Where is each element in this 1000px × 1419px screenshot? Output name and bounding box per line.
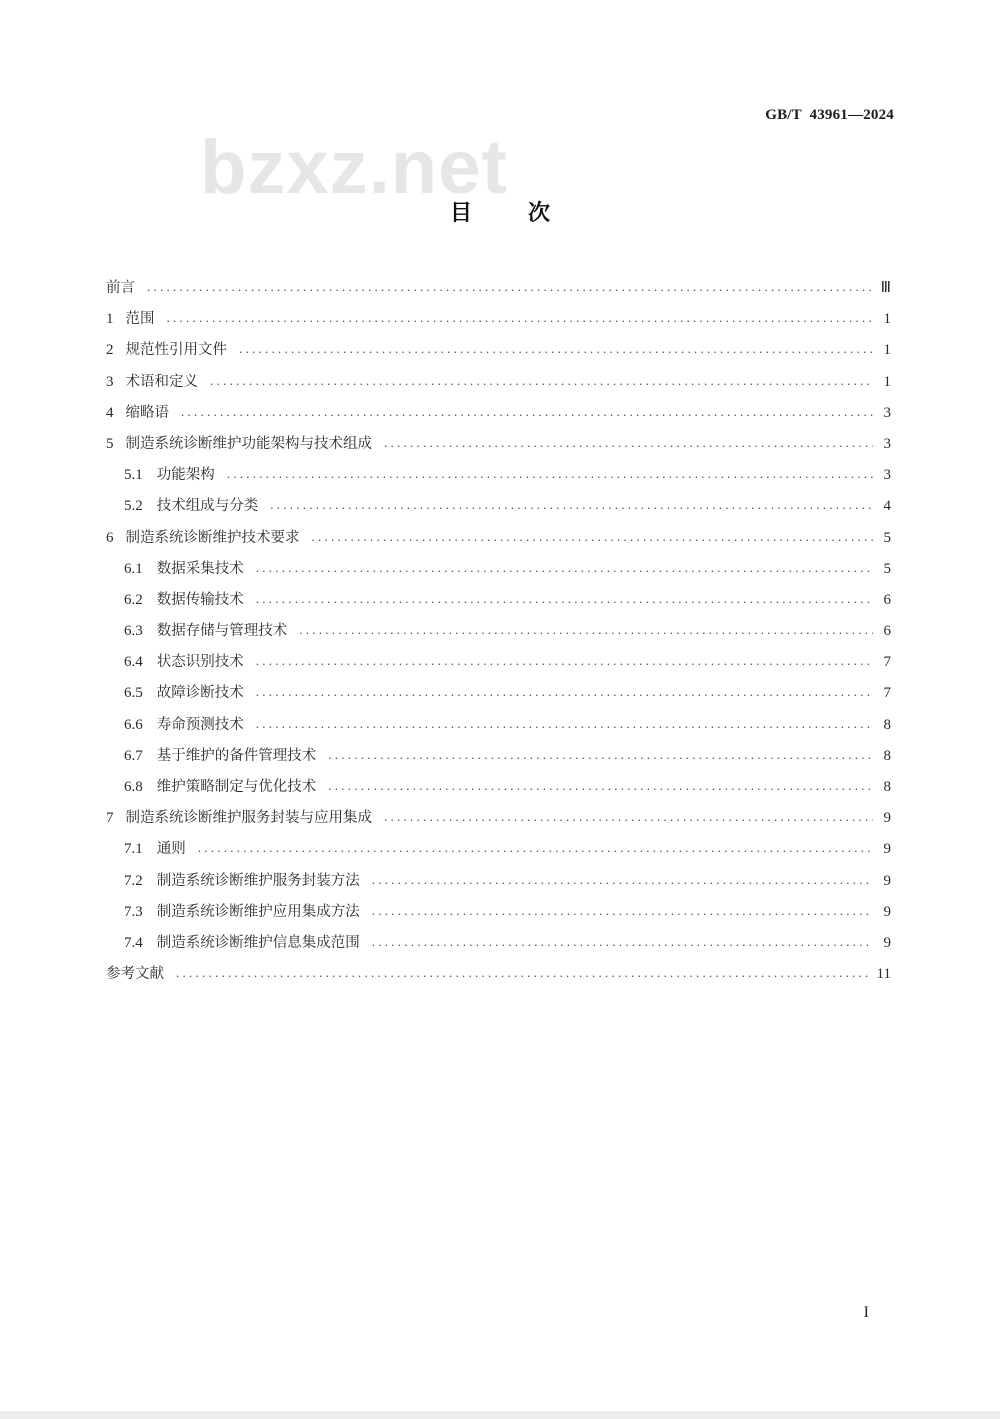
toc-entry-label bbox=[106, 557, 256, 578]
toc-entry[interactable] bbox=[106, 370, 891, 401]
toc-entry-title: 制造系统诊断维护应用集成方法 bbox=[156, 903, 360, 920]
toc-entry-title: 术语和定义 bbox=[125, 373, 198, 390]
toc-entry-label bbox=[106, 370, 210, 391]
toc-title: 目次 bbox=[449, 201, 606, 226]
toc-entry-title: 寿命预测技术 bbox=[156, 716, 244, 733]
toc-entry[interactable] bbox=[106, 338, 891, 369]
toc-leader-dots bbox=[372, 903, 873, 919]
toc-entry[interactable] bbox=[106, 962, 891, 993]
toc-entry-title: 故障诊断技术 bbox=[156, 685, 244, 702]
toc-leader-dots bbox=[299, 622, 873, 638]
toc-entry-label bbox=[106, 931, 372, 952]
toc-entry-number: 4 bbox=[106, 404, 114, 421]
toc-entry-number: 6.3 bbox=[124, 623, 143, 640]
toc-entry[interactable] bbox=[106, 401, 891, 432]
toc-entry[interactable] bbox=[106, 307, 891, 338]
toc-entry-page: 9 bbox=[883, 841, 891, 858]
toc-entry-title: 数据传输技术 bbox=[156, 591, 244, 608]
toc-entry-label bbox=[106, 432, 384, 453]
toc-entry-title: 制造系统诊断维护功能架构与技术组成 bbox=[125, 435, 372, 452]
toc-entry-page: 6 bbox=[883, 591, 891, 608]
toc-leader-dots bbox=[167, 310, 874, 326]
toc-entry-page: 5 bbox=[883, 560, 891, 577]
toc-entry-title: 技术组成与分类 bbox=[156, 498, 259, 515]
toc-leader-dots bbox=[198, 840, 873, 856]
toc-entry-label bbox=[106, 526, 312, 547]
toc-entry[interactable] bbox=[106, 463, 891, 494]
toc-entry-title: 制造系统诊断维护服务封装方法 bbox=[156, 872, 360, 889]
toc-leader-dots bbox=[256, 684, 873, 700]
toc-entry-title: 功能架构 bbox=[156, 467, 215, 484]
toc-entry-number: 5 bbox=[106, 435, 114, 452]
toc-entry[interactable] bbox=[106, 494, 891, 525]
toc-entry-page: 1 bbox=[883, 311, 891, 328]
toc-entry[interactable] bbox=[106, 619, 891, 650]
toc-entry-title: 状态识别技术 bbox=[156, 654, 244, 671]
page-number: I bbox=[863, 1304, 869, 1321]
toc-entry-title: 规范性引用文件 bbox=[125, 342, 227, 359]
toc-entry-page: 8 bbox=[883, 716, 891, 733]
toc-entry-page: 3 bbox=[883, 435, 891, 452]
toc-entry-page: 7 bbox=[883, 654, 891, 671]
document-code: GB/T 43961—2024 bbox=[765, 107, 894, 123]
toc-entry-label bbox=[106, 619, 299, 640]
toc-entry-title: 制造系统诊断维护信息集成范围 bbox=[156, 934, 360, 951]
toc-entry-page: 8 bbox=[883, 779, 891, 795]
toc-leader-dots bbox=[239, 341, 873, 357]
toc-entry-page: 1 bbox=[883, 373, 891, 390]
toc-entry-number: 6.4 bbox=[124, 654, 143, 671]
toc-entry-label bbox=[106, 463, 227, 484]
toc-entry-page: Ⅲ bbox=[880, 280, 891, 296]
toc-entry-label bbox=[106, 588, 256, 609]
toc-entry-label bbox=[106, 401, 181, 422]
toc-entry-number: 3 bbox=[106, 373, 114, 390]
toc-leader-dots bbox=[328, 747, 873, 763]
toc-entry-page: 9 bbox=[883, 934, 891, 951]
toc-entry-label bbox=[106, 681, 256, 702]
toc-entry-number: 7.4 bbox=[124, 934, 143, 951]
toc-entry[interactable] bbox=[106, 276, 891, 307]
toc-leader-dots bbox=[328, 778, 873, 794]
toc-leader-dots bbox=[227, 466, 873, 482]
toc-entry[interactable] bbox=[106, 775, 891, 806]
toc-leader-dots bbox=[372, 934, 873, 950]
toc-entry-title: 数据采集技术 bbox=[156, 560, 244, 577]
toc-entry-number: 5.1 bbox=[124, 467, 143, 484]
toc-entry-number: 6.6 bbox=[124, 716, 143, 733]
toc-leader-dots bbox=[372, 872, 873, 888]
toc-entry-label bbox=[106, 713, 256, 734]
toc-leader-dots bbox=[256, 653, 873, 669]
toc-entry-label bbox=[106, 650, 256, 671]
toc-entry-title: 缩略语 bbox=[125, 404, 169, 421]
toc-leader-dots bbox=[256, 560, 873, 576]
toc-leader-dots bbox=[210, 373, 873, 389]
toc-entry-number: 2 bbox=[106, 342, 114, 359]
toc-entry-page: 5 bbox=[883, 529, 891, 546]
toc-entry-page: 3 bbox=[883, 467, 891, 484]
toc-entry[interactable] bbox=[106, 526, 891, 557]
toc-leader-dots bbox=[176, 965, 869, 981]
toc-entry-page: 8 bbox=[883, 747, 891, 764]
toc-leader-dots bbox=[270, 497, 873, 513]
toc-entry[interactable] bbox=[106, 588, 891, 619]
toc-entry-title: 通则 bbox=[156, 841, 186, 858]
toc-entry-page: 4 bbox=[883, 498, 891, 515]
toc-entry-label bbox=[106, 837, 198, 858]
toc-entry-label bbox=[106, 775, 328, 796]
toc-entry-number: 6.5 bbox=[124, 685, 143, 702]
toc-entry-page: 6 bbox=[883, 623, 891, 640]
toc-entry-page: 1 bbox=[883, 342, 891, 359]
toc-entry-title: 基于维护的备件管理技术 bbox=[156, 747, 317, 764]
toc-entry-number: 1 bbox=[106, 311, 114, 328]
toc-entry-title: 制造系统诊断维护服务封装与应用集成 bbox=[125, 810, 372, 827]
toc-entry-title: 参考文献 bbox=[106, 966, 164, 983]
toc-leader-dots bbox=[147, 279, 873, 295]
toc-entry-number: 7.3 bbox=[124, 903, 143, 920]
toc-entry-page: 7 bbox=[883, 685, 891, 702]
toc-entry-number: 7 bbox=[106, 810, 114, 827]
toc-entry-label bbox=[106, 338, 239, 359]
toc-leader-dots bbox=[384, 435, 873, 451]
toc-entry-title: 数据存储与管理技术 bbox=[156, 623, 288, 640]
toc-leader-dots bbox=[256, 591, 873, 607]
toc-leader-dots bbox=[312, 529, 874, 545]
toc-entry-title: 制造系统诊断维护技术要求 bbox=[125, 529, 300, 546]
toc-entry-label bbox=[106, 276, 147, 297]
toc-entry-title: 前言 bbox=[106, 280, 135, 296]
toc-entry-number: 7.2 bbox=[124, 872, 143, 889]
toc-entry-label bbox=[106, 806, 384, 827]
toc-entry-label bbox=[106, 744, 328, 765]
toc-entry[interactable] bbox=[106, 713, 891, 744]
toc-entry-number: 6.8 bbox=[124, 779, 143, 795]
page-bottom-edge bbox=[0, 1411, 1000, 1419]
toc-leader-dots bbox=[181, 404, 873, 420]
toc-entry-page: 9 bbox=[883, 810, 891, 827]
toc-entry-number: 7.1 bbox=[124, 841, 143, 858]
toc-entry-page: 3 bbox=[883, 404, 891, 421]
toc-entry[interactable] bbox=[106, 557, 891, 588]
toc-leader-dots bbox=[384, 809, 873, 825]
toc-entry-page: 11 bbox=[876, 966, 891, 983]
toc-entry-label bbox=[106, 494, 270, 515]
toc-entry-number: 6.2 bbox=[124, 591, 143, 608]
toc-entry[interactable] bbox=[106, 806, 891, 837]
toc-entry-label bbox=[106, 307, 167, 328]
toc-entry-page: 9 bbox=[883, 872, 891, 889]
toc-entry[interactable] bbox=[106, 650, 891, 681]
table-of-contents bbox=[106, 276, 891, 993]
toc-entry-number: 5.2 bbox=[124, 498, 143, 515]
toc-entry-label bbox=[106, 869, 372, 890]
toc-entry[interactable] bbox=[106, 837, 891, 868]
toc-entry[interactable] bbox=[106, 432, 891, 463]
toc-entry-number: 6 bbox=[106, 529, 114, 546]
toc-entry-label bbox=[106, 962, 176, 983]
toc-entry-label bbox=[106, 900, 372, 921]
toc-entry-title: 维护策略制定与优化技术 bbox=[156, 779, 317, 795]
toc-entry[interactable] bbox=[106, 681, 891, 712]
toc-entry[interactable] bbox=[106, 869, 891, 900]
toc-leader-dots bbox=[256, 716, 873, 732]
toc-entry-title: 范围 bbox=[125, 311, 155, 328]
toc-entry-page: 9 bbox=[883, 903, 891, 920]
toc-entry[interactable] bbox=[106, 900, 891, 931]
watermark: bzxz.net bbox=[200, 125, 508, 210]
toc-entry-number: 6.7 bbox=[124, 747, 143, 764]
toc-entry-number: 6.1 bbox=[124, 560, 143, 577]
toc-entry[interactable] bbox=[106, 931, 891, 962]
toc-entry[interactable] bbox=[106, 744, 891, 775]
